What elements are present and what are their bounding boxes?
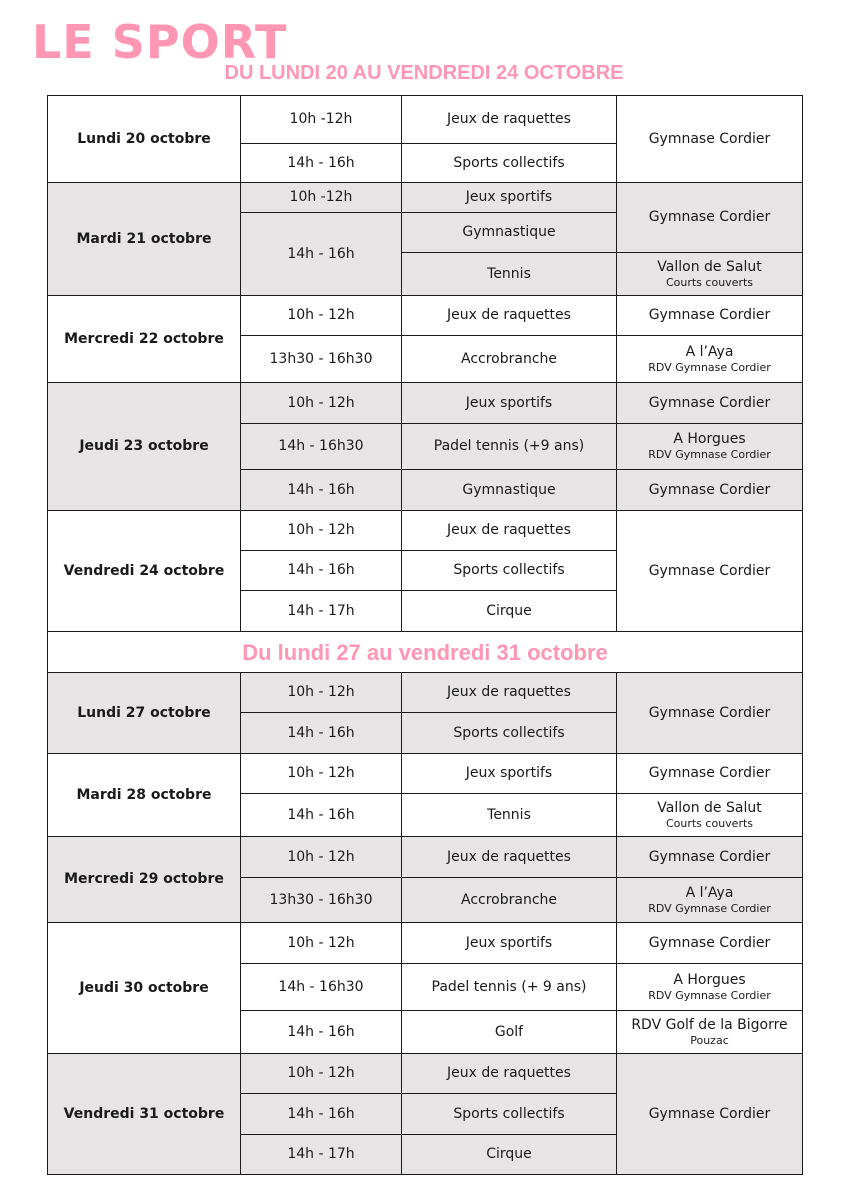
place-cell: Gymnase Cordier — [617, 1054, 803, 1175]
day-cell: Mercredi 29 octobre — [48, 837, 241, 923]
time-cell: 10h - 12h — [241, 1054, 402, 1094]
table-row — [48, 754, 803, 794]
activity-cell: Jeux de raquettes — [402, 837, 617, 878]
activity-cell: Jeux sportifs — [402, 183, 617, 213]
time-cell: 14h - 16h — [241, 794, 402, 837]
place-cell — [617, 794, 803, 837]
activity-cell: Jeux de raquettes — [402, 1054, 617, 1094]
place-name: Vallon de Salut — [657, 258, 762, 275]
place-cell: Gymnase Cordier — [617, 296, 803, 336]
day-cell: Jeudi 30 octobre — [48, 923, 241, 1054]
table-row — [48, 511, 803, 551]
schedule-table — [47, 95, 803, 1175]
activity-cell: Jeux de raquettes — [402, 296, 617, 336]
activity-cell: Tennis — [402, 794, 617, 837]
time-cell: 14h - 16h30 — [241, 424, 402, 470]
time-cell: 10h - 12h — [241, 837, 402, 878]
time-cell: 14h - 16h — [241, 213, 402, 296]
activity-cell: Padel tennis (+ 9 ans) — [402, 964, 617, 1011]
day-cell: Vendredi 31 octobre — [48, 1054, 241, 1175]
time-cell: 10h -12h — [241, 96, 402, 144]
week2-heading-row — [48, 632, 803, 673]
week2-heading: Du lundi 27 au vendredi 31 octobre — [48, 632, 803, 673]
time-cell: 10h - 12h — [241, 923, 402, 964]
place-cell — [617, 336, 803, 383]
table-row — [48, 96, 803, 144]
place-name: A Horgues — [673, 431, 746, 447]
day-cell: Jeudi 23 octobre — [48, 383, 241, 511]
activity-cell: Tennis — [402, 253, 617, 296]
place-note: RDV Gymnase Cordier — [648, 448, 771, 461]
time-cell: 10h - 12h — [241, 511, 402, 551]
time-cell: 14h - 16h30 — [241, 964, 402, 1011]
activity-cell: Accrobranche — [402, 878, 617, 923]
activity-cell: Cirque — [402, 591, 617, 632]
time-cell: 14h - 16h — [241, 144, 402, 183]
time-cell: 10h - 12h — [241, 296, 402, 336]
activity-cell: Jeux sportifs — [402, 923, 617, 964]
activity-cell: Sports collectifs — [402, 713, 617, 754]
place-note: RDV Gymnase Cordier — [648, 988, 771, 1002]
activity-cell: Jeux sportifs — [402, 754, 617, 794]
table-row — [48, 673, 803, 713]
activity-cell: Sports collectifs — [402, 551, 617, 591]
table-row — [48, 296, 803, 336]
page-title: LE SPORT — [32, 15, 288, 69]
day-cell: Lundi 20 octobre — [48, 96, 241, 183]
time-cell: 13h30 - 16h30 — [241, 336, 402, 383]
place-cell — [617, 878, 803, 923]
week1-heading — [0, 62, 848, 85]
activity-cell: Sports collectifs — [402, 144, 617, 183]
place-name: RDV Golf de la Bigorre — [631, 1016, 788, 1033]
time-cell: 10h - 12h — [241, 383, 402, 424]
time-cell: 14h - 16h — [241, 1011, 402, 1054]
place-cell: Gymnase Cordier — [617, 837, 803, 878]
activity-cell: Gymnastique — [402, 213, 617, 253]
place-cell: Gymnase Cordier — [617, 673, 803, 754]
activity-cell: Jeux de raquettes — [402, 96, 617, 144]
place-cell — [617, 1011, 803, 1054]
table-row — [48, 923, 803, 964]
activity-cell: Golf — [402, 1011, 617, 1054]
day-cell: Lundi 27 octobre — [48, 673, 241, 754]
time-cell: 14h - 16h — [241, 551, 402, 591]
place-name: A Horgues — [673, 971, 746, 988]
place-name: A l’Aya — [685, 884, 734, 901]
table-row — [48, 183, 803, 213]
place-cell: Gymnase Cordier — [617, 923, 803, 964]
table-row — [48, 383, 803, 424]
place-cell: Gymnase Cordier — [617, 470, 803, 511]
day-cell: Mardi 28 octobre — [48, 754, 241, 837]
place-name: Vallon de Salut — [657, 799, 762, 816]
activity-cell: Sports collectifs — [402, 1094, 617, 1135]
time-cell: 14h - 16h — [241, 470, 402, 511]
place-note: Courts couverts — [665, 816, 754, 830]
day-cell: Mercredi 22 octobre — [48, 296, 241, 383]
activity-cell: Gymnastique — [402, 470, 617, 511]
place-cell: Gymnase Cordier — [617, 511, 803, 632]
place-cell — [617, 964, 803, 1011]
place-cell: Gymnase Cordier — [617, 383, 803, 424]
activity-cell: Accrobranche — [402, 336, 617, 383]
time-cell: 13h30 - 16h30 — [241, 878, 402, 923]
activity-cell: Jeux de raquettes — [402, 511, 617, 551]
place-cell: Gymnase Cordier — [617, 183, 803, 253]
day-cell: Vendredi 24 octobre — [48, 511, 241, 632]
time-cell: 10h -12h — [241, 183, 402, 213]
time-cell: 14h - 16h — [241, 1094, 402, 1135]
activity-cell: Padel tennis (+9 ans) — [402, 424, 617, 470]
week1-heading-text: DU LUNDI 20 AU VENDREDI 24 OCTOBRE — [224, 62, 624, 84]
day-cell: Mardi 21 octobre — [48, 183, 241, 296]
place-name: A l’Aya — [685, 343, 734, 360]
place-cell — [617, 253, 803, 296]
time-cell: 14h - 16h — [241, 713, 402, 754]
place-note: Pouzac — [690, 1033, 729, 1047]
time-cell: 10h - 12h — [241, 673, 402, 713]
place-note: Courts couverts — [665, 275, 754, 289]
time-cell: 10h - 12h — [241, 754, 402, 794]
place-cell: Gymnase Cordier — [617, 96, 803, 183]
activity-cell: Cirque — [402, 1135, 617, 1175]
place-cell: Gymnase Cordier — [617, 754, 803, 794]
activity-cell: Jeux sportifs — [402, 383, 617, 424]
place-note: RDV Gymnase Cordier — [648, 901, 771, 915]
place-cell — [617, 424, 803, 470]
table-row — [48, 837, 803, 878]
time-cell: 14h - 17h — [241, 1135, 402, 1175]
time-cell: 14h - 17h — [241, 591, 402, 632]
activity-cell: Jeux de raquettes — [402, 673, 617, 713]
place-note: RDV Gymnase Cordier — [648, 360, 771, 374]
table-row — [48, 1054, 803, 1094]
